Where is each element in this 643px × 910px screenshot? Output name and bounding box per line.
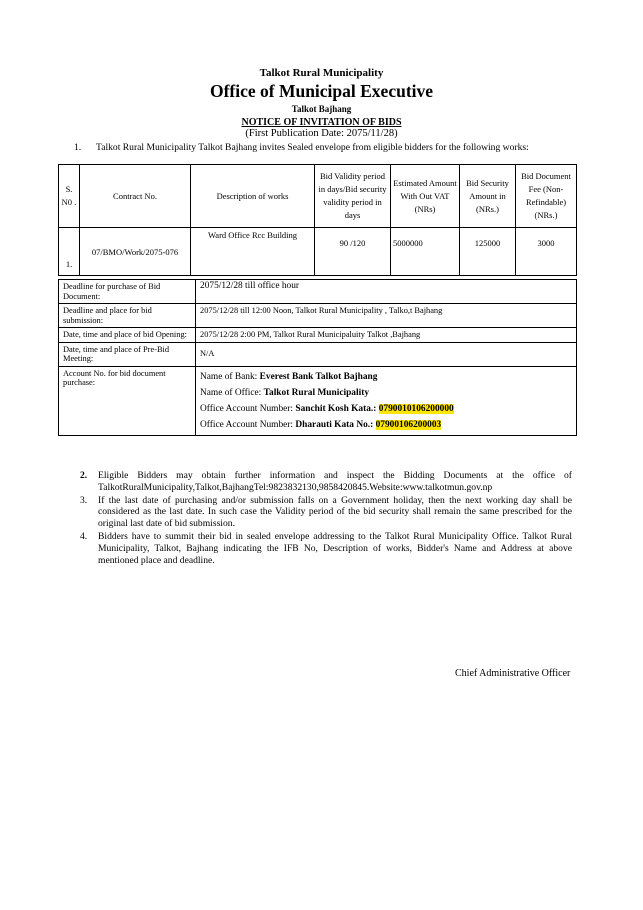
prebid-value: N/A bbox=[196, 342, 577, 366]
bid-table bbox=[58, 164, 577, 276]
row-estimated: 5000000 bbox=[391, 228, 460, 276]
purchase-value: 2075/12/28 till office hour bbox=[196, 280, 577, 304]
opening-value: 2075/12/28 2:00 PM, Talkot Rural Municipaluity Talkot ,Bajhang bbox=[196, 328, 577, 343]
acc2-number: 07900106200003 bbox=[375, 419, 442, 430]
account-label: Account No. for bid document purchase: bbox=[59, 366, 196, 435]
item-number: 2. bbox=[80, 470, 88, 481]
place-name: Talkot Bajhang bbox=[291, 104, 352, 114]
list-item bbox=[80, 531, 572, 566]
signature-title: Chief Administrative Officer bbox=[455, 668, 571, 679]
account-line-1 bbox=[200, 401, 572, 417]
list-item bbox=[80, 470, 572, 494]
header-description: Description of works bbox=[191, 165, 315, 228]
notice-heading: NOTICE OF INVITATION OF BIDS bbox=[241, 117, 402, 128]
info-row-account bbox=[59, 366, 577, 435]
header-validity: Bid Validity period in days/Bid security validity period in days bbox=[315, 165, 391, 228]
purchase-label: Deadline for purchase of Bid Document: bbox=[59, 280, 196, 304]
submission-label: Deadline and place for bid submission: bbox=[59, 304, 196, 328]
prebid-label: Date, time and place of Pre-Bid Meeting: bbox=[59, 342, 196, 366]
account-line-2 bbox=[200, 417, 572, 433]
intro-text: Talkot Rural Municipality Talkot Bajhang invites Sealed envelope from eligible bidders for the following works: bbox=[96, 142, 529, 153]
item-number: 4. bbox=[80, 530, 88, 542]
bank-line bbox=[200, 369, 572, 385]
office-name: Talkot Rural Municipality bbox=[263, 387, 370, 398]
intro-number: 1. bbox=[74, 142, 82, 153]
row-fee: 3000 bbox=[516, 228, 577, 276]
header-contract: Contract No. bbox=[80, 165, 191, 228]
row-sn: 1. bbox=[59, 228, 80, 276]
instructions bbox=[80, 470, 572, 567]
acc1-name: Sanchit Kosh Kata.: bbox=[295, 403, 379, 414]
office-line bbox=[200, 385, 572, 401]
header-fee: Bid Document Fee (Non-Refindable) (NRs.) bbox=[516, 165, 577, 228]
info-row-opening bbox=[59, 328, 577, 343]
row-description: Ward Office Rcc Building bbox=[191, 228, 315, 276]
bank-name: Everest Bank Talkot Bajhang bbox=[259, 371, 378, 382]
item-text: Bidders have to summit their bid in sealed envelope addressing to the Talkot Rural Municipality Office. Talkot Rural Municipality, Talkot, Bajhang indicating the IFB No, Description of works, Bidder's Name and Address at above mentioned place and deadline. bbox=[98, 530, 572, 566]
office-prefix: Name of Office: bbox=[200, 387, 264, 398]
table-row bbox=[59, 228, 577, 276]
intro-paragraph bbox=[74, 142, 584, 153]
info-table bbox=[58, 279, 577, 436]
org-name: Talkot Rural Municipality bbox=[259, 67, 384, 79]
header-estimated: Estimated Amount With Out VAT (NRs) bbox=[391, 165, 460, 228]
info-row-purchase bbox=[59, 280, 577, 304]
info-row-submission bbox=[59, 304, 577, 328]
row-contract: 07/BMO/Work/2075-076 bbox=[80, 228, 191, 276]
account-details bbox=[196, 366, 577, 435]
row-security: 125000 bbox=[460, 228, 516, 276]
acc2-name: Dharauti Kata No.: bbox=[295, 419, 376, 430]
acc1-prefix: Office Account Number: bbox=[200, 403, 296, 414]
bid-table-header bbox=[59, 165, 577, 228]
item-text: Eligible Bidders may obtain further information and inspect the Bidding Documents at the office of TalkotRuralMunicipality,Talkot,BajhangTel:9823832130,9858420845.Website:www.talkotmun.gov.np bbox=[98, 470, 572, 493]
row-validity: 90 /120 bbox=[315, 228, 391, 276]
opening-label: Date, time and place of bid Opening: bbox=[59, 328, 196, 343]
acc1-number: 0790010106200000 bbox=[378, 403, 454, 414]
item-number: 3. bbox=[80, 494, 88, 506]
office-title: Office of Municipal Executive bbox=[209, 81, 434, 101]
header-sn: S. N0 . bbox=[59, 165, 80, 228]
info-row-prebid bbox=[59, 342, 577, 366]
publication-date: (First Publication Date: 2075/11/28) bbox=[245, 128, 398, 139]
item-text: If the last date of purchasing and/or submission falls on a Government holiday, then the next working day shall be considered as the last date. In such case the Validity period of the bid security shall remain the same prescribed for the original last date of bid submission. bbox=[98, 494, 572, 530]
bank-prefix: Name of Bank: bbox=[200, 371, 260, 382]
acc2-prefix: Office Account Number: bbox=[200, 419, 296, 430]
submission-value: 2075/12/28 till 12:00 Noon, Talkot Rural Municipality , Talko,t Bajhang bbox=[196, 304, 577, 328]
list-item bbox=[80, 495, 572, 530]
header-security: Bid Security Amount in (NRs.) bbox=[460, 165, 516, 228]
